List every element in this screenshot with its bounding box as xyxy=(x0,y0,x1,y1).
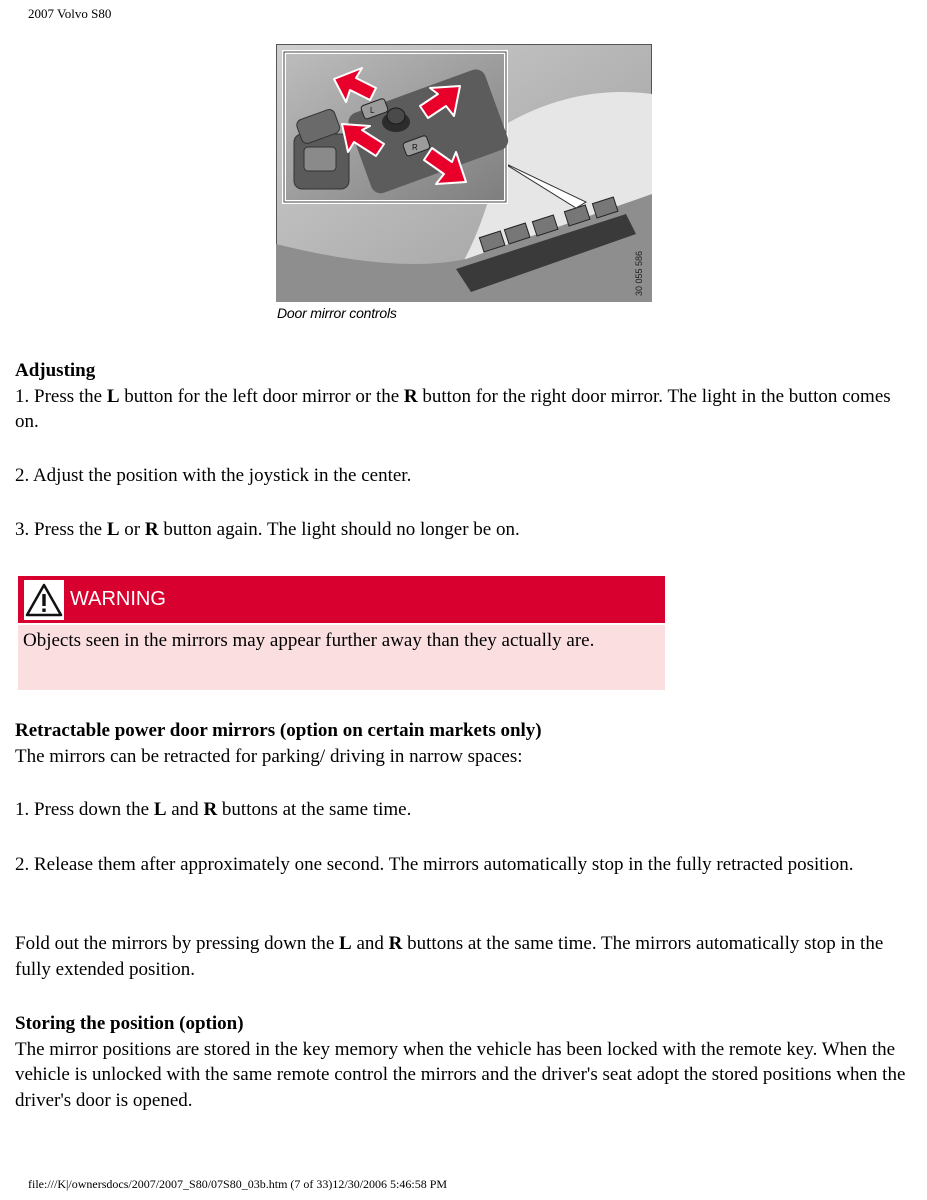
warning-triangle-icon xyxy=(24,580,64,620)
fold-out-paragraph: Fold out the mirrors by pressing down the L and R buttons at the same time. The mirrors automatically stop in the fully extended position. xyxy=(15,933,884,980)
retractable-intro: The mirrors can be retracted for parking/ driving in narrow spaces: xyxy=(15,745,523,767)
adjusting-step-3: 3. Press the L or R button again. The light should no longer be on. xyxy=(15,519,520,540)
warning-header xyxy=(18,576,665,623)
retractable-step-2: 2. Release them after approximately one second. The mirrors automatically stop in the fully retracted position. xyxy=(15,854,854,875)
image-code: 30 055 586 xyxy=(634,250,644,296)
adjusting-heading: Adjusting xyxy=(15,360,96,381)
retractable-heading: Retractable power door mirrors (option on certain markets only) xyxy=(15,720,542,741)
warning-title: WARNING xyxy=(70,588,166,610)
warning-text: Objects seen in the mirrors may appear further away than they actually are. xyxy=(18,625,665,690)
storing-text: The mirror positions are stored in the key memory when the vehicle has been locked with the remote key. When the vehicle is unlocked with the same remote control the mirrors and the driver's seat adopt the stored positions when the driver's door is opened. xyxy=(15,1038,906,1111)
adjusting-section xyxy=(15,358,910,435)
figure-caption: Door mirror controls xyxy=(277,305,397,321)
document-header: 2007 Volvo S80 xyxy=(28,6,112,21)
warning-box xyxy=(18,576,665,690)
storing-heading: Storing the position (option) xyxy=(15,1013,244,1034)
adjusting-step-1: 1. Press the L button for the left door mirror or the R button for the right door mirror. The light in the button comes on. xyxy=(15,385,891,432)
retractable-section xyxy=(15,718,910,769)
adjusting-step-2: 2. Adjust the position with the joystick in the center. xyxy=(15,465,412,486)
retractable-step-1: 1. Press down the L and R buttons at the same time. xyxy=(15,799,412,820)
door-mirror-illustration xyxy=(276,44,652,302)
door-mirror-figure xyxy=(276,44,652,302)
svg-text:L: L xyxy=(370,106,375,115)
document-footer: file:///K|/ownersdocs/2007/2007_S80/07S80_03b.htm (7 of 33)12/30/2006 5:46:58 PM xyxy=(28,1177,448,1191)
storing-section xyxy=(15,1011,910,1113)
svg-text:R: R xyxy=(412,143,418,152)
window-switch-icon xyxy=(294,134,349,189)
